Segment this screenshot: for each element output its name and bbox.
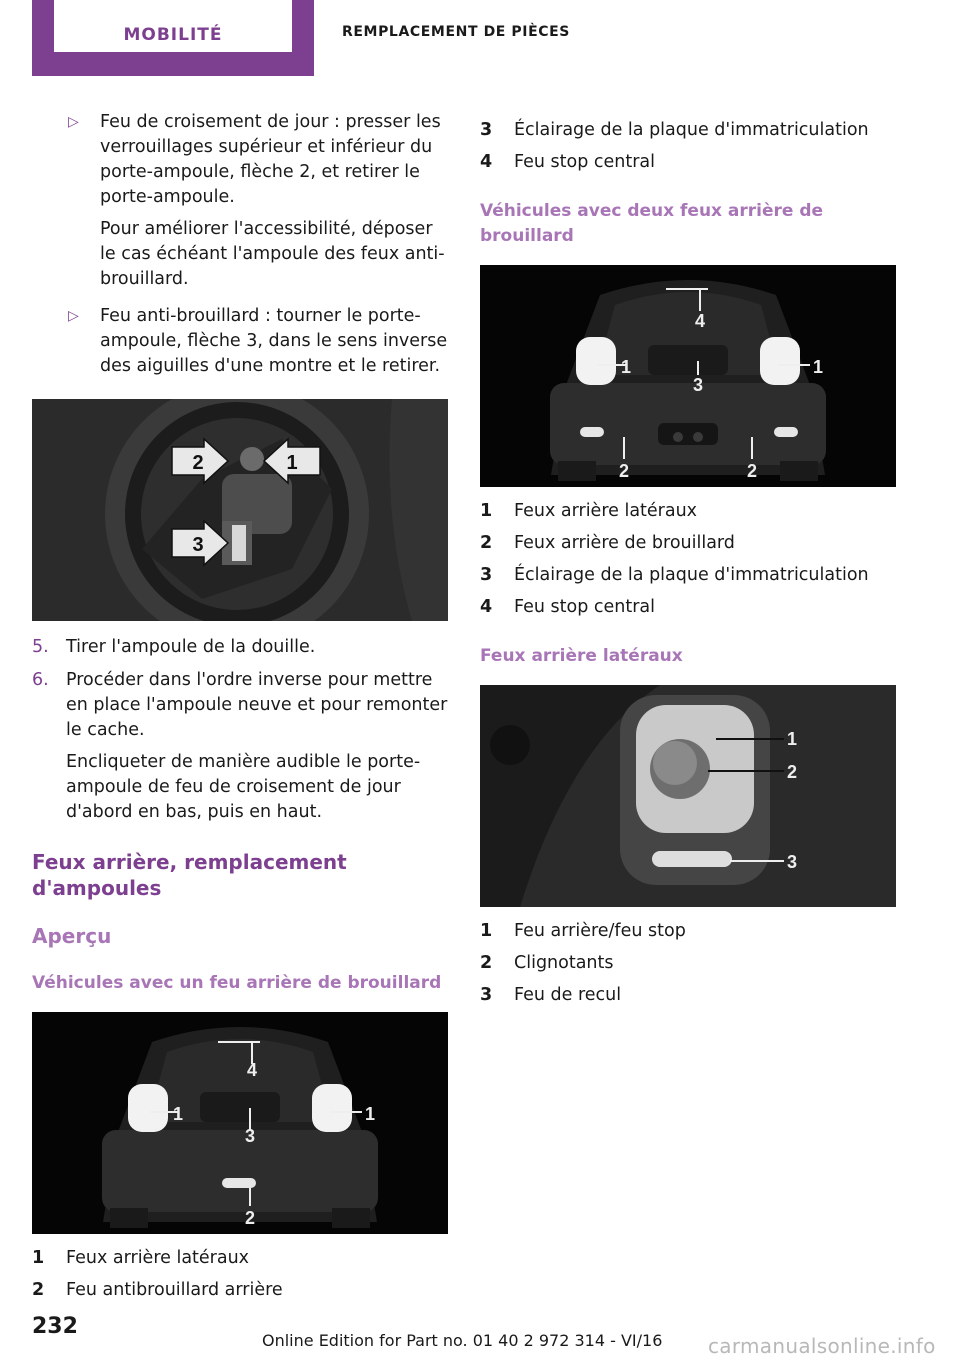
legend-text: Feu stop central [514,152,656,172]
figure-label: 2 [786,762,798,782]
legend-text: Clignotants [514,953,614,973]
figure-label: 1 [172,1104,184,1124]
legend-number: 3 [480,120,493,140]
figure-heading-one-fog: Véhicules avec un feu arrière de brouillard [32,973,442,993]
legend-number: 3 [480,985,493,1005]
figure-label: 4 [694,311,706,331]
legend-item [480,951,896,976]
legend-item [32,1278,448,1303]
figure-label: 2 [746,461,758,481]
figure-label: 2 [618,461,630,481]
legend-number: 2 [32,1280,45,1300]
step-text: Tirer l'ampoule de la douille. [66,637,316,657]
step-note: Encliqueter de manière audible le porte-ampoule de feu de croisement de jour d'abord en bas, puis en haut. [66,752,421,822]
bullet-note: Pour améliorer l'accessibilité, déposer le cas échéant l'ampoule des feux anti-brouillard. [100,219,445,289]
legend-item [480,919,896,944]
legend-text: Feu antibrouillard arrière [66,1280,283,1300]
figure-label: 1 [620,357,632,377]
chapter-tab [32,0,314,76]
step-item-5 [32,635,448,660]
figure-label: 1 [786,729,798,749]
legend-number: 2 [480,533,493,553]
left-column [32,110,448,1310]
figure-label: 3 [692,375,704,395]
step-number: 5. [32,637,49,657]
legend-item [480,150,896,175]
rear-view-one-fog-figure [32,1012,448,1234]
bulb-holder-figure [32,399,448,621]
figure-label: 3 [786,852,798,872]
step-text: Procéder dans l'ordre inverse pour mettre en place l'ampoule neuve et pour remonter le cache. [66,670,448,740]
legend-number: 2 [480,953,493,973]
legend-number: 3 [480,565,493,585]
legend-text: Éclairage de la plaque d'immatriculation [514,565,869,585]
chapter-tab-label: MOBILITÉ [54,0,292,52]
step-item-6 [32,668,448,825]
triangle-bullet-icon: ▷ [68,308,79,324]
figure-label: 2 [244,1208,256,1228]
legend-item [480,118,896,143]
legend-text: Feux arrière latéraux [514,501,698,521]
legend-number: 4 [480,597,493,617]
legend-item [480,531,896,556]
legend-number: 1 [480,921,493,941]
section-title: REMPLACEMENT DE PIÈCES [342,24,570,40]
legend-item [480,983,896,1008]
figure-label: 3 [244,1126,256,1146]
figure-label: 3 [192,534,204,556]
figure-heading-two-fog: Véhicules avec deux feux arrière de brouillard [480,201,824,246]
bullet-text: Feu de croisement de jour : presser les verrouillages supérieur et inférieur du porte-ampoule, flèche 2, et retirer le porte-ampoule. [100,112,441,207]
legend-item [480,595,896,620]
legend-number: 1 [480,501,493,521]
section-heading: Feux arrière, remplacement d'ampoules [32,850,347,900]
page-number: 232 [32,1314,78,1339]
watermark: carmanualsonline.info [708,1334,936,1358]
legend-item [32,1246,448,1271]
legend-item [480,563,896,588]
figure-label: 1 [286,452,298,474]
legend-number: 1 [32,1248,45,1268]
legend-text: Éclairage de la plaque d'immatriculation [514,120,869,140]
subsection-heading: Aperçu [32,924,112,948]
edition-footer: Online Edition for Part no. 01 40 2 972 314 - VI/16 [262,1331,663,1350]
figure-label: 1 [364,1104,376,1124]
triangle-bullet-icon: ▷ [68,114,79,130]
legend-text: Feux arrière de brouillard [514,533,735,553]
legend-item [480,499,896,524]
side-lamp-figure [480,685,896,907]
figure-label: 2 [192,452,204,474]
rear-view-two-fog-figure [480,265,896,487]
legend-text: Feu stop central [514,597,656,617]
legend-text: Feu arrière/feu stop [514,921,686,941]
legend-text: Feu de recul [514,985,622,1005]
bullet-item-daytime-light [32,110,448,292]
figure-heading-side: Feux arrière latéraux [480,646,683,666]
bullet-item-fog-light [32,304,448,379]
legend-text: Feux arrière latéraux [66,1248,250,1268]
bullet-text: Feu anti-brouillard : tourner le porte-ampoule, flèche 3, dans le sens inverse des aiguilles d'une montre et le retirer. [100,306,448,376]
figure-label: 1 [812,357,824,377]
step-number: 6. [32,670,49,690]
right-column [480,118,896,1015]
legend-number: 4 [480,152,493,172]
figure-label: 4 [246,1060,258,1080]
